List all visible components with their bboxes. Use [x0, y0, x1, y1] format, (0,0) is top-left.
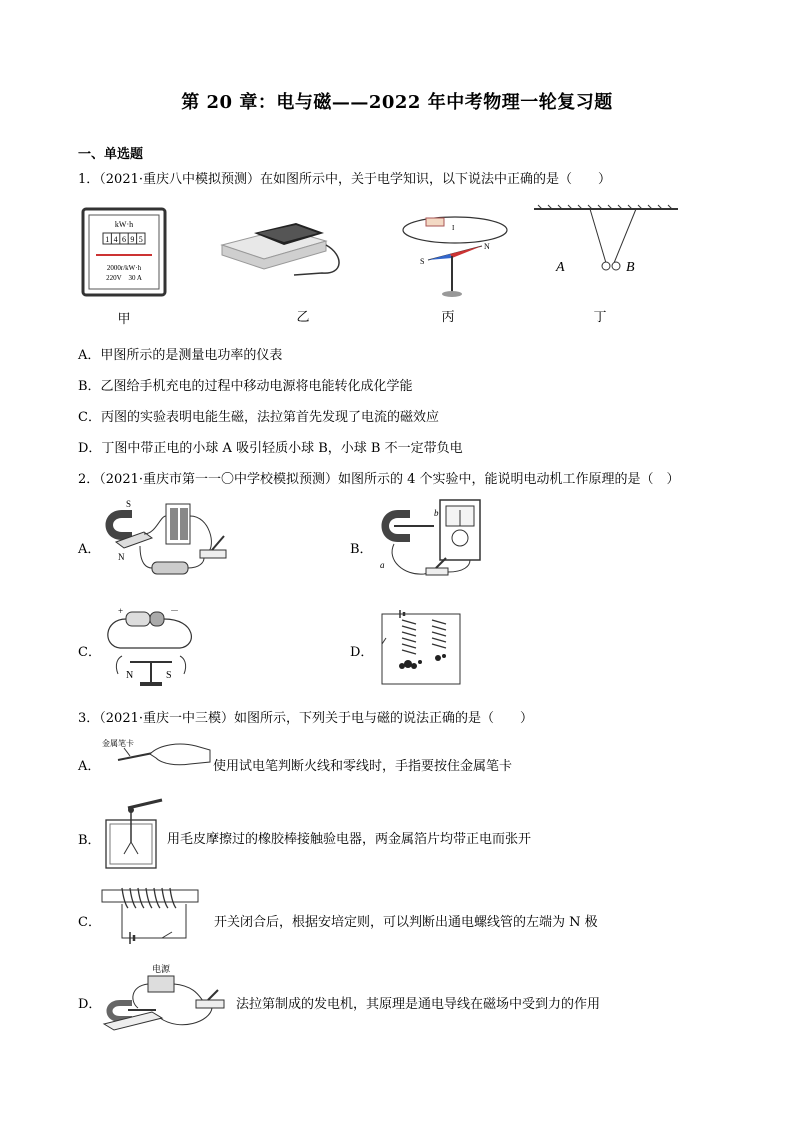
needle-s-label: S: [166, 670, 172, 681]
q2-option-d-letter: D．: [350, 645, 374, 660]
q3-figure-a-test-pen: [100, 736, 220, 776]
point-a-label: a: [380, 560, 385, 570]
question-3-stem: 3．（2021·重庆一中三模）如图所示，下列关于电与磁的说法正确的是（ ）: [78, 711, 533, 726]
needle-n-label: N: [126, 670, 134, 681]
question-2-stem: 2．（2021·重庆市第一一〇中学校模拟预测）如图所示的 4 个实验中，能说明电动机工作原理的是（ ）: [78, 472, 680, 487]
current-label: I: [452, 224, 455, 232]
meter-digit: 5: [138, 235, 143, 244]
q3-option-a-text: 使用试电笔判断火线和零线时，手指要按住金属笔卡: [213, 759, 513, 774]
charged-balls-figure: [532, 205, 680, 285]
q1-option-a: A．甲图所示的是测量电功率的仪表: [78, 348, 283, 363]
battery-minus-label: －: [170, 606, 180, 616]
q2-figure-a-generator: [100, 496, 240, 584]
page-title: 第 20 章：电与磁——2022 年中考物理一轮复习题: [181, 92, 613, 113]
meter-digit: 1: [105, 235, 110, 244]
q3-option-a-letter: A．: [78, 759, 101, 774]
point-b-label: b: [434, 508, 439, 518]
q2-option-a-letter: A．: [78, 542, 101, 557]
power-label: 电源: [152, 965, 171, 975]
q3-figure-b-electroscope: [102, 796, 168, 870]
meter-unit: kW·h: [114, 220, 134, 229]
ball-a-label: A: [556, 260, 565, 275]
ball-b-label: B: [626, 260, 635, 275]
q2-option-b-letter: B．: [350, 542, 373, 557]
q1-option-b: B．乙图给手机充电的过程中移动电源将电能转化成化学能: [78, 379, 413, 394]
electric-meter-figure: [82, 208, 166, 296]
q1-option-c: C．丙图的实验表明电能生磁，法拉第首先发现了电流的磁效应: [78, 410, 439, 425]
meter-digit: 6: [122, 235, 126, 244]
q3-option-c-letter: C．: [78, 915, 101, 930]
caption-ding: 丁: [593, 310, 607, 325]
meter-line-1: 2000r/kW·h: [106, 264, 142, 272]
magnet-s-label: S: [126, 499, 132, 509]
section-heading: 一、单选题: [78, 147, 144, 162]
caption-bing: 丙: [441, 310, 455, 325]
q3-option-c-text: 开关闭合后，根据安培定则，可以判断出通电螺线管的左端为 N 极: [214, 915, 598, 930]
q2-figure-c-oersted: [100, 604, 200, 690]
q3-option-b-text: 用毛皮摩擦过的橡胶棒接触验电器，两金属箔片均带正电而张开: [167, 832, 532, 847]
meter-digit: 9: [130, 235, 135, 244]
q2-figure-d-electromagnets: [374, 606, 464, 686]
caption-jia: 甲: [117, 312, 131, 327]
pen-label: 金属笔卡: [102, 739, 134, 748]
power-bank-figure: [214, 215, 354, 295]
caption-yi: 乙: [296, 310, 310, 325]
battery-plus-label: +: [118, 606, 124, 616]
q1-option-d: D．丁图中带正电的小球 A 吸引轻质小球 B，小球 B 不一定带负电: [78, 441, 463, 456]
meter-digit: 4: [113, 235, 118, 244]
n-pole-label: N: [484, 242, 490, 251]
s-pole-label: S: [420, 257, 425, 266]
q2-figure-b-galvanometer: [374, 496, 494, 588]
question-1-stem: 1．（2021·重庆八中模拟预测）在如图所示中，关于电学知识，以下说法中正确的是（ ）: [78, 172, 611, 187]
magnet-n-label: N: [118, 552, 125, 562]
q3-option-d-letter: D．: [78, 997, 102, 1012]
q3-option-b-letter: B．: [78, 833, 101, 848]
q3-figure-d-motor-setup: [100, 962, 230, 1034]
q2-option-c-letter: C．: [78, 645, 101, 660]
q3-option-d-text: 法拉第制成的发电机，其原理是通电导线在磁场中受到力的作用: [236, 997, 601, 1012]
q3-figure-c-solenoid: [100, 886, 210, 946]
oersted-figure: [400, 208, 510, 300]
meter-line-2: 220V 30 A: [106, 274, 142, 282]
